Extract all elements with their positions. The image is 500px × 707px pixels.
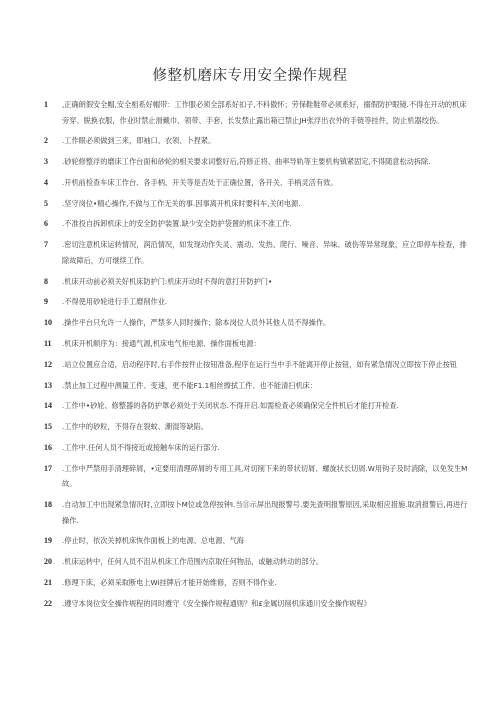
- rule-number: 8: [44, 276, 48, 286]
- rule-item: [44, 398, 472, 414]
- rule-text: .站立位置应合适，启动程序时,右手作按件止按钮准备,程序在运行当中手不能离开停止按钮，如有紧急情况立即按下停止按钮: [62, 359, 457, 369]
- rule-item: [44, 274, 472, 290]
- rule-text: .修理下床，必须采取断电上Wi挂牌后才能开始维修，否则不得作业.: [62, 577, 277, 587]
- rule-number: 3: [44, 157, 48, 167]
- rule-number: 2: [44, 136, 48, 146]
- rule-number: 4: [44, 177, 48, 187]
- rule-item: [44, 196, 472, 212]
- rule-text: .遵守本岗位安全操作规程的同时遵守《安全操作规程通则？和£金属切削机床通川安全操作规程》: [62, 598, 371, 608]
- rule-text: .机床开动前必须关好机床防护门:机床开动时不得的意打开防护门•: [62, 276, 273, 286]
- rule-item: [44, 336, 472, 352]
- rule-text: .工作眼必须做到三来，即袖口、衣领、卜捏紧。: [62, 136, 216, 146]
- rule-number: 6: [44, 219, 48, 229]
- rule-item: [44, 216, 472, 232]
- rule-text: .砂轮修整浮的磨床工作台面和砂轮的相关要求词整好后,符修正将、曲率导轨等主要机构镇紧固定,不得随意松动拆除.: [62, 157, 431, 167]
- rule-number: 16: [44, 442, 52, 452]
- rule-item: [44, 315, 472, 331]
- rule-text: .开机前检查车床工作台、各手柄、开关等是否处于正确位置，各开关、手柄灵活有效。: [62, 177, 338, 187]
- rule-number: 1: [44, 100, 48, 109]
- rule-item: [44, 154, 472, 170]
- rule-item: [44, 497, 472, 528]
- rule-item: [44, 294, 472, 310]
- rule-item: [44, 575, 472, 591]
- rule-number: 7: [44, 240, 48, 250]
- rule-item: [44, 357, 472, 373]
- rule-text: .工作中.任何人员不得接近或接触车床的运行部分.: [62, 442, 220, 452]
- rule-item: [44, 175, 472, 191]
- rule-number: 19: [44, 536, 52, 546]
- rule-number: 20: [44, 557, 52, 567]
- rule-number: 11: [44, 338, 52, 348]
- rule-item: [44, 440, 472, 456]
- rule-number: 12: [44, 359, 52, 369]
- rule-text: .密切注意机床运转情况，润沿情况，如发现动作失灵、震动、发热、爬行、噪音、异味、破伤等异常现象，应立即停车检查，排除故障后，方可继续工作。: [62, 240, 467, 265]
- rule-number: 21: [44, 577, 52, 587]
- rules-list: [44, 97, 472, 617]
- rule-text: .机床运转中，任何人员不沮从机床工作范围内京取任何物品，或触动转动的部分。: [62, 557, 324, 567]
- rule-number: 10: [44, 318, 52, 328]
- rule-number: 9: [44, 297, 48, 307]
- rule-item: [44, 378, 472, 394]
- rule-text: .不得使用砂轮进行手工磨削作业.: [62, 297, 168, 307]
- rule-item: [44, 133, 472, 149]
- rule-item: [44, 237, 472, 268]
- rule-number: 13: [44, 380, 52, 390]
- rule-item: [44, 554, 472, 570]
- rule-item: [44, 419, 472, 435]
- document-title: 修整机磨床专用安全操作规程: [152, 68, 348, 84]
- rule-item: [44, 596, 472, 612]
- rule-text: .自动加工中出现紧急情况时,立即按卜M位或急停按钟I.当⑪示屏出现报警号.要先查明报警原因,采取相应措施.取消报警后,再进行操作.: [62, 500, 468, 525]
- rule-item: [44, 461, 472, 492]
- rule-text: .不准投自拆卸机床上的安全防护装置.缺少安全防护袋置的机床不准工作.: [62, 219, 292, 229]
- rule-text: .禁止加工过程中测量工件、变速，更不能F1.1相丝擦拭工件、也不能清扫机床：: [62, 380, 318, 390]
- rule-number: 18: [44, 500, 52, 510]
- rule-text: .停止时，依次关掉机床恢作面板上的电源、总电源、气海: [62, 536, 244, 546]
- rule-text: ,正确朗假安全帽,安全相系好帽带：工作服必须全部系好扣子,不科傲怀；劳保鞋鞋带必须系好，搦假防护眼镜.不得在开动的机床旁穿、脱换衣服，作业时禁止滑戴巾、领带、手套，长发禁止露出箱已禁止JH张浮出衣外的手链等挂件，防止机器绞伤。: [62, 100, 467, 125]
- rule-item: [44, 97, 472, 128]
- rule-text: .工作中•砂轮、修整器的各防护罩必须处于关闭状态.不得开启.如需检查必须确保完全件机后才能打开检查.: [62, 401, 399, 411]
- rule-text: .坚守岗位•精心操作,不做与工作无关的事.因事离开机床时要科车,关闭电源.: [62, 198, 301, 208]
- rule-text: .工作中的砂粒，不得存在裂蚊、潮湿等缺陷。: [62, 422, 209, 432]
- rule-number: 22: [44, 598, 52, 608]
- rule-text: .工作中严禁用手清理碎屑，•定要用清理碎屑的专用工具,对切削下来的带状切屑、螺旋状长切屑.W用钩子及时消除，以免发生M故。: [62, 463, 468, 489]
- rule-number: 14: [44, 401, 52, 411]
- rule-number: 17: [44, 463, 52, 473]
- rule-number: 5: [44, 198, 48, 208]
- rule-number: 15: [44, 422, 52, 432]
- rule-item: [44, 533, 472, 549]
- rule-text: .机床开机顺序为：接通气源,机床电气柜电源、操作面板电源：: [62, 338, 261, 348]
- rule-text: .操作平台只允许一人操作，严禁多人同时操作；除本岗位人员外其他人员不得操作。: [62, 318, 331, 328]
